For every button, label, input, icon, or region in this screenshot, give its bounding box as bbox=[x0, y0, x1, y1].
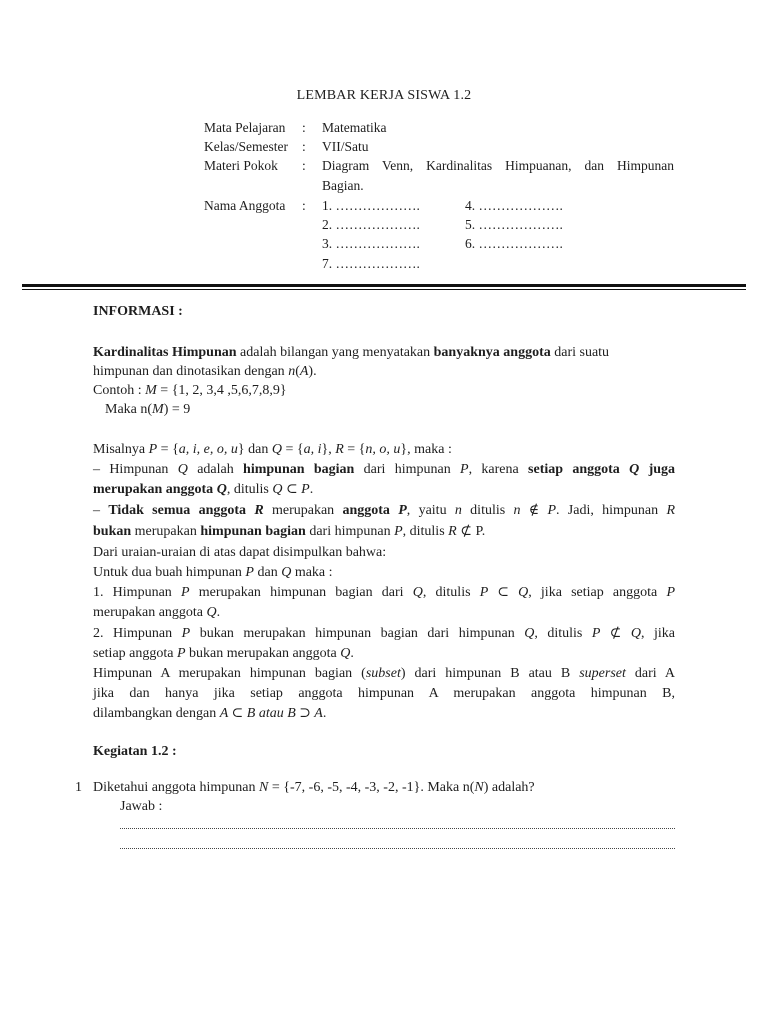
member-slot[interactable]: 5. ………………. bbox=[465, 217, 563, 232]
bullet-line: bukan merupakan himpunan bagian dari himpunan P, ditulis R ⊄ P. bbox=[93, 524, 486, 539]
materi-label: Materi Pokok bbox=[204, 158, 278, 173]
page-title: LEMBAR KERJA SISWA 1.2 bbox=[296, 88, 472, 103]
member-slot[interactable]: 7. ………………. bbox=[322, 256, 420, 271]
rule-item: merupakan anggota Q. bbox=[93, 605, 221, 620]
rule-item: 1. Himpunan P merupakan himpunan bagian dari Q, ditulis P ⊂ Q, jika setiap anggota P bbox=[93, 585, 675, 600]
subset-definition: dilambangkan dengan A ⊂ B atau B ⊃ A. bbox=[93, 706, 327, 721]
definition-line: Kardinalitas Himpunan adalah bilangan yang menyatakan banyaknya anggota dari suatu bbox=[93, 345, 610, 360]
kelas-value: VII/Satu bbox=[322, 139, 369, 154]
definition-line: himpunan dan dinotasikan dengan n(A). bbox=[93, 364, 317, 379]
divider-thick bbox=[22, 284, 746, 287]
answer-line[interactable] bbox=[120, 848, 675, 849]
bullet-line: – Tidak semua anggota R merupakan anggota P, yaitu n ditulis n ∉ P. Jadi, himpunan R bbox=[93, 503, 676, 518]
answer-line[interactable] bbox=[120, 828, 675, 829]
question-text: Diketahui anggota himpunan N = {-7, -6, -5, -4, -3, -2, -1}. Maka n(N) adalah? bbox=[93, 780, 535, 795]
activity-heading: Kegiatan 1.2 : bbox=[93, 744, 177, 759]
question-number: 1 bbox=[75, 780, 82, 795]
answer-label: Jawab : bbox=[120, 799, 163, 814]
rule-item: 2. Himpunan P bukan merupakan himpunan bagian dari himpunan Q, ditulis P ⊄ Q, jika bbox=[93, 626, 676, 641]
materi-value: Diagram Venn, Kardinalitas Himpuanan, dan Himpunan bbox=[322, 158, 674, 173]
member-slot[interactable]: 2. ………………. bbox=[322, 217, 420, 232]
subset-definition: jika dan hanya jika setiap anggota himpunan A merupakan anggota himpunan B, bbox=[93, 686, 675, 701]
rule-item: setiap anggota P bukan merupakan anggota Q. bbox=[93, 646, 354, 661]
summary-line: Dari uraian-uraian di atas dapat disimpulkan bahwa: bbox=[93, 545, 387, 560]
member-slot[interactable]: 3. ………………. bbox=[322, 236, 420, 251]
colon: : bbox=[302, 198, 306, 213]
subset-definition: Himpunan A merupakan himpunan bagian (subset) dari himpunan B atau B superset dari A bbox=[93, 666, 676, 681]
member-slot[interactable]: 1. ………………. bbox=[322, 198, 420, 213]
example-sets: Misalnya P = {a, i, e, o, u} dan Q = {a, i}, R = {n, o, u}, maka : bbox=[93, 442, 452, 457]
example-line: Contoh : M = {1, 2, 3,4 ,5,6,7,8,9} bbox=[93, 383, 287, 398]
mapel-value: Matematika bbox=[322, 120, 387, 135]
colon: : bbox=[302, 120, 306, 135]
mapel-label: Mata Pelajaran bbox=[204, 120, 286, 135]
bullet-line: – Himpunan Q adalah himpunan bagian dari himpunan P, karena setiap anggota Q juga bbox=[93, 462, 676, 477]
example-result: Maka n(M) = 9 bbox=[105, 402, 191, 417]
member-slot[interactable]: 4. ………………. bbox=[465, 198, 563, 213]
colon: : bbox=[302, 139, 306, 154]
kelas-label: Kelas/Semester bbox=[204, 139, 288, 154]
anggota-label: Nama Anggota bbox=[204, 198, 286, 213]
colon: : bbox=[302, 158, 306, 173]
materi-value-cont: Bagian. bbox=[322, 178, 364, 193]
info-heading: INFORMASI : bbox=[93, 304, 183, 319]
divider-thin bbox=[22, 289, 746, 290]
summary-line: Untuk dua buah himpunan P dan Q maka : bbox=[93, 565, 333, 580]
bullet-line: merupakan anggota Q, ditulis Q ⊂ P. bbox=[93, 482, 314, 497]
member-slot[interactable]: 6. ………………. bbox=[465, 236, 563, 251]
